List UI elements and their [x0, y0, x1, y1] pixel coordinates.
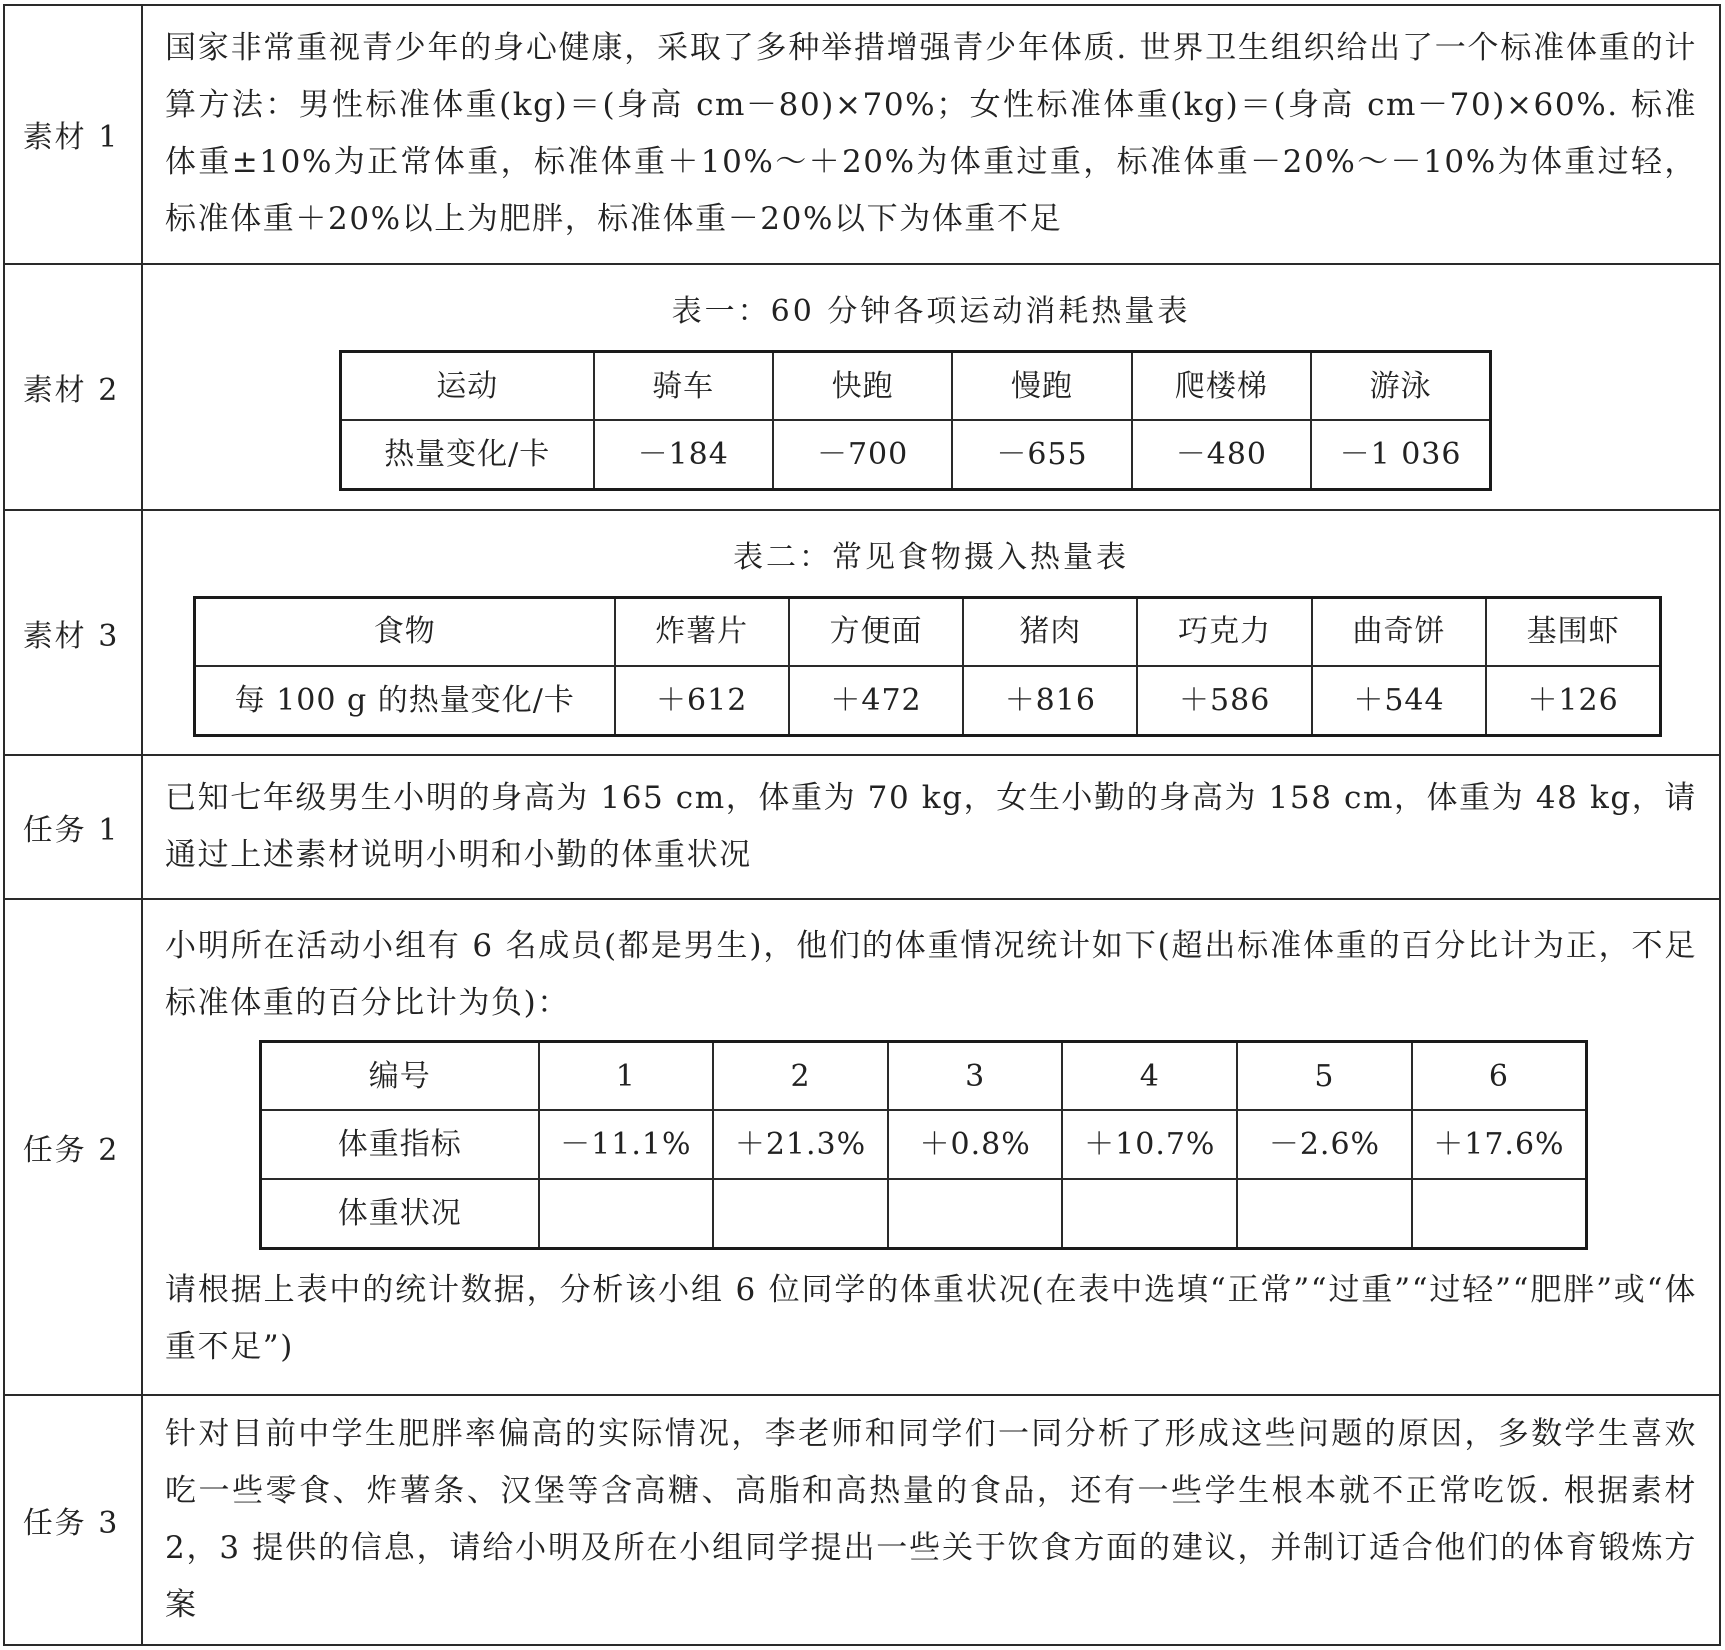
task-3-row: [4, 1395, 1720, 1645]
table-cell: －655: [952, 420, 1131, 489]
task-2-label: 任务 2: [4, 899, 142, 1396]
exercise-header-row: [341, 351, 1491, 420]
table-cell: ＋21.3%: [713, 1110, 888, 1179]
weight-index-row: [261, 1110, 1587, 1179]
material-1-text: 国家非常重视青少年的身心健康，采取了多种举措增强青少年体质. 世界卫生组织给出了一个标准体重的计算方法：男性标准体重(kg)＝(身高 cm－80)×70%；女性标准体重(kg)＝(身高 cm－70)×60%. 标准体重±10%为正常体重，标准体重＋10%～＋20%为体重过重，标准体重－20%～－10%为体重过轻，标准体重＋20%以上为肥胖，标准体重－20%以下为体重不足: [165, 30, 1697, 238]
table-cell: ＋17.6%: [1412, 1110, 1587, 1179]
table-cell: 5: [1237, 1041, 1412, 1110]
table-cell: 曲奇饼: [1312, 597, 1486, 666]
table-cell: ＋126: [1486, 666, 1660, 735]
weight-status-row: [261, 1179, 1587, 1248]
table-cell: 编号: [261, 1041, 539, 1110]
table-cell: 猪肉: [963, 597, 1137, 666]
exercise-values-row: [341, 420, 1491, 489]
table-cell: 巧克力: [1137, 597, 1311, 666]
worksheet-table: [3, 4, 1721, 1646]
table-cell: 基围虾: [1486, 597, 1660, 666]
material-2-label: 素材 2: [4, 264, 142, 510]
task-1-row: [4, 755, 1720, 898]
task-2-intro: 小明所在活动小组有 6 名成员(都是男生)，他们的体重情况统计如下(超出标准体重的百分比计为正，不足标准体重的百分比计为负)：: [165, 927, 1697, 1021]
task-1-label: 任务 1: [4, 755, 142, 898]
food-calorie-table: [193, 596, 1662, 737]
material-1-row: [4, 5, 1720, 264]
answer-blank-cell: [1062, 1179, 1237, 1248]
table-cell: 爬楼梯: [1132, 351, 1311, 420]
task-2-row: [4, 899, 1720, 1396]
task-3-label: 任务 3: [4, 1395, 142, 1645]
table-cell: 体重指标: [261, 1110, 539, 1179]
material-2-content: [142, 264, 1720, 510]
material-1-label: 素材 1: [4, 5, 142, 264]
food-values-row: [195, 666, 1661, 735]
table-cell: ＋816: [963, 666, 1137, 735]
table-cell: －2.6%: [1237, 1110, 1412, 1179]
table-cell: 慢跑: [952, 351, 1131, 420]
table-cell: ＋612: [615, 666, 789, 735]
table-cell: 4: [1062, 1041, 1237, 1110]
answer-blank-cell: [539, 1179, 714, 1248]
table-cell: 每 100 g 的热量变化/卡: [195, 666, 615, 735]
task-1-content: [142, 755, 1720, 898]
weight-index-table: [259, 1040, 1588, 1250]
exercise-calorie-table: [339, 350, 1492, 491]
material-3-label: 素材 3: [4, 510, 142, 756]
answer-blank-cell: [1237, 1179, 1412, 1248]
table-cell: ＋10.7%: [1062, 1110, 1237, 1179]
table-1-caption: 表一：60 分钟各项运动消耗热量表: [671, 293, 1191, 329]
table-cell: ＋544: [1312, 666, 1486, 735]
weight-header-row: [261, 1041, 1587, 1110]
table-cell: －480: [1132, 420, 1311, 489]
table-cell: ＋472: [789, 666, 963, 735]
table-cell: ＋586: [1137, 666, 1311, 735]
table-cell: 2: [713, 1041, 888, 1110]
food-header-row: [195, 597, 1661, 666]
table-cell: 食物: [195, 597, 615, 666]
table-cell: 快跑: [773, 351, 952, 420]
material-2-row: [4, 264, 1720, 510]
task-3-content: [142, 1395, 1720, 1645]
table-cell: 热量变化/卡: [341, 420, 594, 489]
table-cell: 1: [539, 1041, 714, 1110]
table-cell: 方便面: [789, 597, 963, 666]
table-cell: －184: [594, 420, 773, 489]
material-1-content: [142, 5, 1720, 264]
table-cell: 3: [888, 1041, 1063, 1110]
material-3-row: [4, 510, 1720, 756]
task-2-content: [142, 899, 1720, 1396]
answer-blank-cell: [888, 1179, 1063, 1248]
table-cell: 6: [1412, 1041, 1587, 1110]
answer-blank-cell: [1412, 1179, 1587, 1248]
table-2-caption: 表二：常见食物摄入热量表: [733, 539, 1129, 575]
task-2-question: 请根据上表中的统计数据，分析该小组 6 位同学的体重状况(在表中选填“正常”“过重”“过轻”“肥胖”或“体重不足”): [165, 1271, 1697, 1365]
task-3-text: 针对目前中学生肥胖率偏高的实际情况，李老师和同学们一同分析了形成这些问题的原因，多数学生喜欢吃一些零食、炸薯条、汉堡等含高糖、高脂和高热量的食品，还有一些学生根本就不正常吃饭. 根据素材 2，3 提供的信息，请给小明及所在小组同学提出一些关于饮食方面的建议，并制订适合他们的体育锻炼方案: [165, 1416, 1697, 1624]
table-cell: 骑车: [594, 351, 773, 420]
table-cell: 炸薯片: [615, 597, 789, 666]
table-cell: 游泳: [1311, 351, 1490, 420]
material-3-content: [142, 510, 1720, 756]
task-1-text: 已知七年级男生小明的身高为 165 cm，体重为 70 kg，女生小勤的身高为 158 cm，体重为 48 kg，请通过上述素材说明小明和小勤的体重状况: [165, 779, 1697, 873]
table-cell: ＋0.8%: [888, 1110, 1063, 1179]
table-cell: －700: [773, 420, 952, 489]
table-cell: －1 036: [1311, 420, 1490, 489]
answer-blank-cell: [713, 1179, 888, 1248]
table-cell: 体重状况: [261, 1179, 539, 1248]
table-cell: －11.1%: [539, 1110, 714, 1179]
table-cell: 运动: [341, 351, 594, 420]
